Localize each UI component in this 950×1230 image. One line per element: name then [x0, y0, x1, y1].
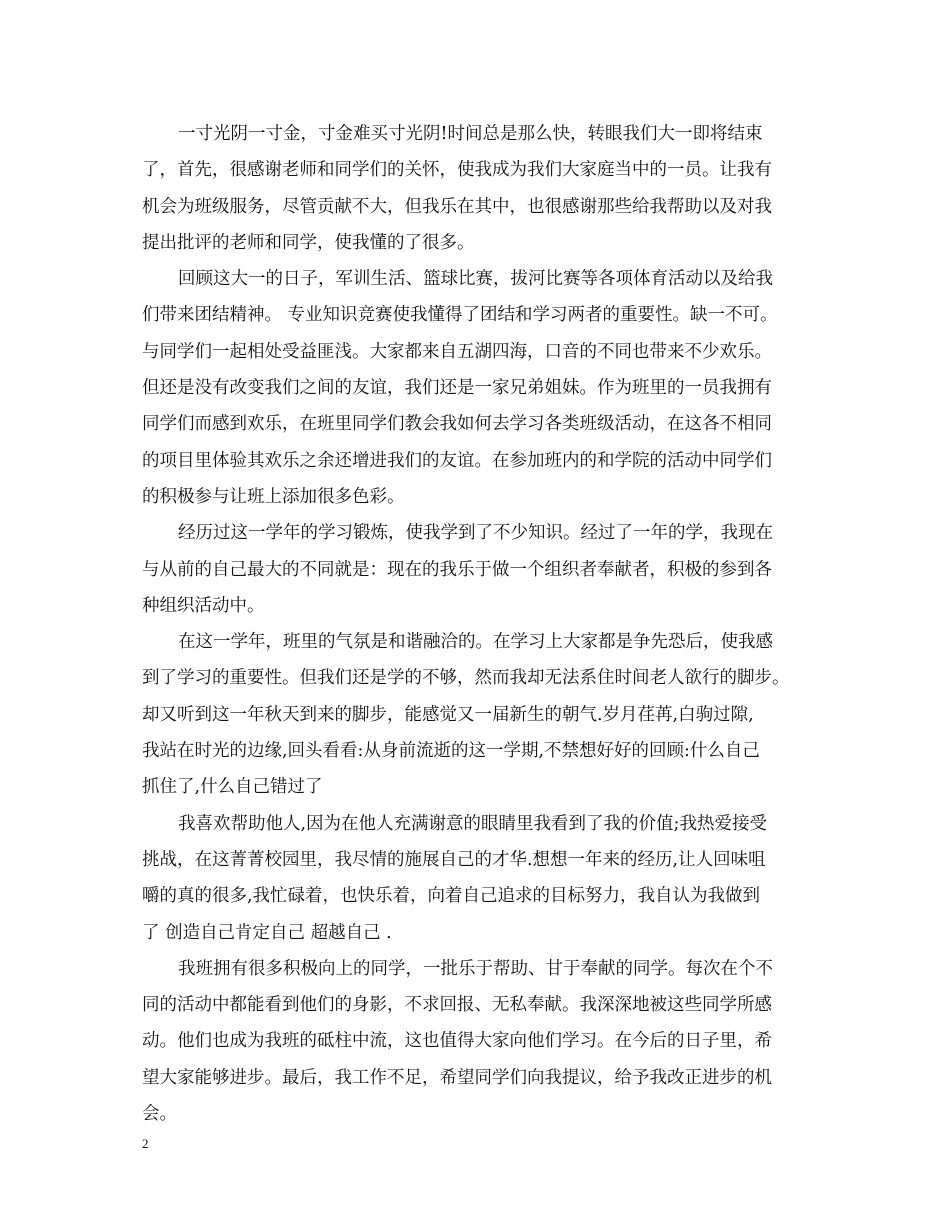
text-line: 在这一学年，班里的气氛是和谐融洽的。在学习上大家都是争先恐后，使我感	[178, 632, 773, 653]
text-line: 的积极参与让班上添加很多色彩。	[142, 486, 405, 507]
text-line: 们带来团结精神。 专业知识竞赛使我懂得了团结和学习两者的重要性。缺一不可。	[142, 305, 778, 326]
text-line: 我喜欢帮助他人,因为在他人充满谢意的眼睛里我看到了我的价值;我热爱接受	[178, 813, 767, 834]
text-line: 与同学们一起相处受益匪浅。大家都来自五湖四海，口音的不同也带来不少欢乐。	[142, 341, 772, 362]
text-line: 嚼的真的很多,我忙碌着，也快乐着，向着自己追求的目标努力，我自认为我做到	[142, 886, 761, 907]
text-line: 会。	[142, 1104, 177, 1125]
text-line: 动。他们也成为我班的砥柱中流，这也值得大家向他们学习。在今后的日子里，希	[142, 1031, 772, 1052]
text-line: 一寸光阴一寸金，寸金难买寸光阴!时间总是那么快，转眼我们大一即将结束	[178, 124, 763, 144]
text-line: 挑战，在这菁菁校园里，我尽情的施展自己的才华.想想一年来的经历,让人回味咀	[142, 849, 766, 870]
text-line: 机会为班级服务，尽管贡献不大，但我乐在其中，也很感谢那些给我帮助以及对我	[142, 196, 772, 217]
text-line: 经历过这一学年的学习锻炼，使我学到了不少知识。经过了一年的学，我现在	[178, 523, 773, 544]
text-line: 抓住了,什么自己错过了	[142, 777, 323, 798]
text-line: 回顾这大一的日子，军训生活、篮球比赛，拔河比赛等各项体育活动以及给我	[178, 269, 773, 290]
text-line: 的项目里体验其欢乐之余还增进我们的友谊。在参加班内的和学院的活动中同学们	[142, 450, 772, 471]
text-line: 我班拥有很多积极向上的同学，一批乐于帮助、甘于奉献的同学。每次在个不	[178, 958, 773, 979]
text-line: 与从前的自己最大的不同就是：现在的我乐于做一个组织者奉献者，积极的参到各	[142, 559, 772, 580]
text-line: 了 创造自己肯定自己 超越自己 .	[142, 922, 392, 943]
text-line: 我站在时光的边缘,回头看看:从身前流逝的这一学期,不禁想好好的回顾:什么自己	[142, 741, 760, 762]
text-line: 但还是没有改变我们之间的友谊，我们还是一家兄弟姐妹。作为班里的一员我拥有	[142, 378, 772, 399]
text-line: 同的活动中都能看到他们的身影，不求回报、无私奉献。我深深地被这些同学所感	[142, 995, 772, 1016]
text-line: 种组织活动中。	[142, 595, 265, 616]
document-body	[142, 116, 832, 1132]
text-line: 了，首先，很感谢老师和同学们的关怀，使我成为我们大家庭当中的一员。让我有	[142, 160, 772, 181]
text-line: 却又听到这一年秋天到来的脚步，能感觉又一届新生的朝气.岁月荏苒,白驹过隙,	[142, 704, 754, 725]
text-line: 提出批评的老师和同学，使我懂的了很多。	[142, 232, 475, 253]
page-number: 2	[142, 1136, 149, 1151]
text-line: 到了学习的重要性。但我们还是学的不够，然而我却无法系住时间老人欲行的脚步。	[142, 668, 790, 689]
text-line: 同学们而感到欢乐，在班里同学们教会我如何去学习各类班级活动，在这各不相同	[142, 414, 772, 435]
text-line: 望大家能够进步。最后，我工作不足，希望同学们向我提议，给予我改正进步的机	[142, 1067, 772, 1088]
